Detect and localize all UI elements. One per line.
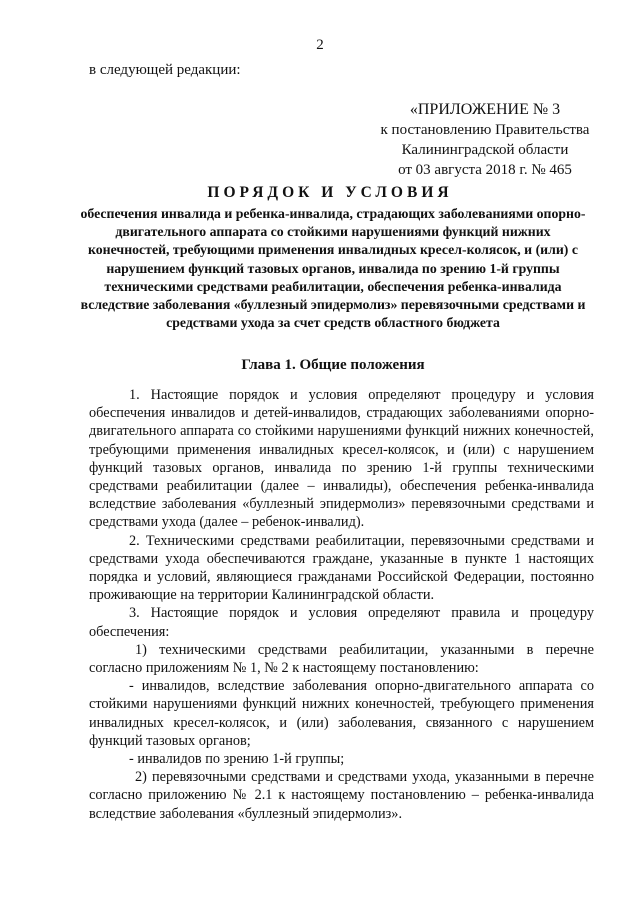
paragraph-3-item-1-dash-2: - инвалидов по зрению 1-й группы; [129,751,345,768]
paragraph-3-item-1-dash-1: - инвалидов, вследствие заболевания опорно-двигательного аппарата со стойкими нарушениями функций нижних конечностей, требующего применения инвалидных кресел-колясок, и (или) заболевания, связанного с нарушением функций тазовых органов; [89,678,594,749]
appendix-line-4: от 03 августа 2018 г. № 465 [398,162,572,178]
page-number: 2 [316,37,324,53]
appendix-header [360,100,610,180]
document-body [89,386,594,823]
appendix-line-2: к постановлению Правительства [380,122,590,138]
paragraph-1: 1. Настоящие порядок и условия определяют процедуру и условия обеспечения инвалидов и детей-инвалидов, страдающих заболеваниями опорно-двигательного аппарата со стойкими нарушениями функций нижних конечностей, требующими применения инвалидных кресел-колясок, и (или) с нарушением функций тазовых органов, инвалида по зрению 1-й группы техническими средствами реабилитации (далее – инвалиды), обеспечения ребенка-инвалида вследствие заболевания «буллезный эпидермолиз» перевязочными средствами и средствами ухода (далее – ребенок-инвалид). [89,387,594,531]
paragraph-3-item-2: 2) перевязочными средствами и средствами ухода, указанными в перечне согласно приложению № 2.1 к настоящему постановлению – ребенка-инвалида вследствие заболевания «буллезный эпидермолиз». [89,769,594,822]
document-subtitle: обеспечения инвалида и ребенка-инвалида, страдающих заболеваниями опорно-двигательного аппарата со стойкими нарушениями функций нижних конечностей, требующими применения инвалидных кресел-колясок, и (или) с нарушением функций тазовых органов, инвалида по зрению 1-й группы техническими средствами реабилитации, обеспечения ребенка-инвалида вследствие заболевания «буллезный эпидермолиз» перевязочными средствами и средствами ухода за счет средств областного бюджета [80,206,586,331]
paragraph-3-item-1: 1) техническими средствами реабилитации, указанными в перечне согласно приложениям № 1, № 2 к настоящему постановлению: [89,641,594,677]
appendix-line-3: Калининградской области [401,142,569,158]
paragraph-3: 3. Настоящие порядок и условия определяют правила и процедуру обеспечения: [89,605,594,640]
appendix-line-1: «ПРИЛОЖЕНИЕ № 3 [409,101,561,118]
document-title: ПОРЯДОК И УСЛОВИЯ [207,184,453,201]
chapter-heading: Глава 1. Общие положения [241,357,425,373]
paragraph-2: 2. Техническими средствами реабилитации, перевязочными средствами и средствами ухода обеспечиваются граждане, указанные в пункте 1 настоящих порядка и условий, являющиеся гражданами Российской Федерации, постоянно проживающие на территории Калининградской области. [89,532,594,604]
intro-text: в следующей редакции: [89,62,241,78]
